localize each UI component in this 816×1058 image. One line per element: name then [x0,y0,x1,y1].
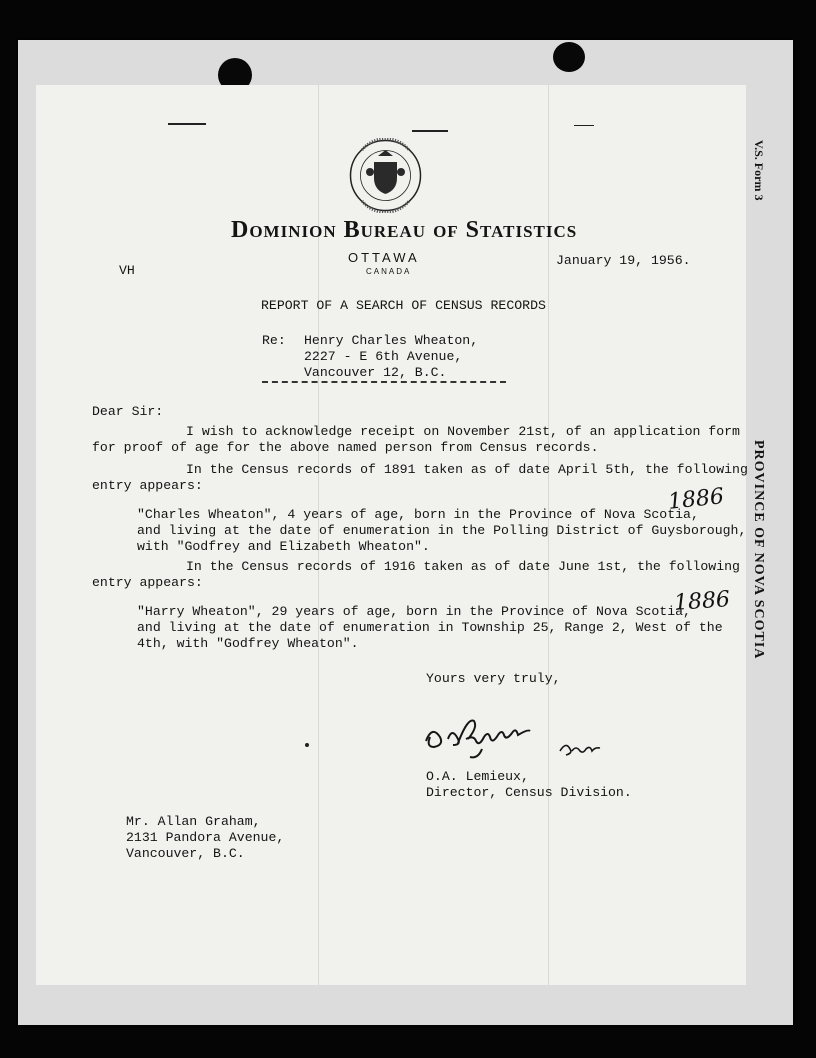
census-entry-line: and living at the date of enumeration in Township 25, Range 2, West of the [137,620,723,635]
handwritten-year: 1886 [673,587,731,616]
letterhead-city: OTTAWA [348,250,420,265]
census-entry-line: "Harry Wheaton", 29 years of age, born in the Province of Nova Scotia, [137,604,691,619]
paragraph-line: In the Census records of 1891 taken as of date April 5th, the following [186,462,748,477]
salutation: Dear Sir: [92,404,164,419]
report-heading: REPORT OF A SEARCH OF CENSUS RECORDS [261,298,546,313]
form-number-label: V.S. Form 3 [752,140,766,201]
signature [420,713,620,763]
re-line: 2227 - E 6th Avenue, [304,349,463,364]
staple-mark [412,130,448,132]
staple-mark [574,125,594,126]
census-entry-line: "Charles Wheaton", 4 years of age, born in the Province of Nova Scotia, [137,507,699,522]
signer-name: O.A. Lemieux, [426,769,529,784]
paragraph-line: I wish to acknowledge receipt on November 21st, of an application form [186,424,740,439]
letterhead-country: CANADA [366,267,412,276]
re-line: Vancouver 12, B.C. [304,365,447,380]
paragraph-line: entry appears: [92,478,203,493]
addressee-line: Mr. Allan Graham, [126,814,261,829]
paragraph-line: In the Census records of 1916 taken as of date June 1st, the following [186,559,740,574]
letter-date: January 19, 1956. [556,253,691,268]
initials: VH [119,263,135,278]
letter-sheet [36,85,746,985]
handwritten-year: 1886 [666,484,726,515]
addressee-line: Vancouver, B.C. [126,846,245,861]
census-entry-line: and living at the date of enumeration in the Polling District of Guysborough, [137,523,747,538]
closing: Yours very truly, [426,671,561,686]
re-line: Henry Charles Wheaton, [304,333,479,348]
paragraph-line: for proof of age for the above named person from Census records. [92,440,599,455]
census-entry-line: 4th, with "Godfrey Wheaton". [137,636,359,651]
ink-dot [305,743,309,747]
signer-title: Director, Census Division. [426,785,632,800]
crest-seal-icon [348,138,423,213]
re-divider [262,381,506,383]
province-label: PROVINCE OF NOVA SCOTIA [751,440,766,660]
staple-mark [168,123,206,125]
paragraph-line: entry appears: [92,575,203,590]
punch-hole [553,42,585,72]
addressee-line: 2131 Pandora Avenue, [126,830,285,845]
census-entry-line: with "Godfrey and Elizabeth Wheaton". [137,539,430,554]
bureau-title: Dominion Bureau of Statistics [231,217,578,243]
re-label: Re: [262,333,286,348]
